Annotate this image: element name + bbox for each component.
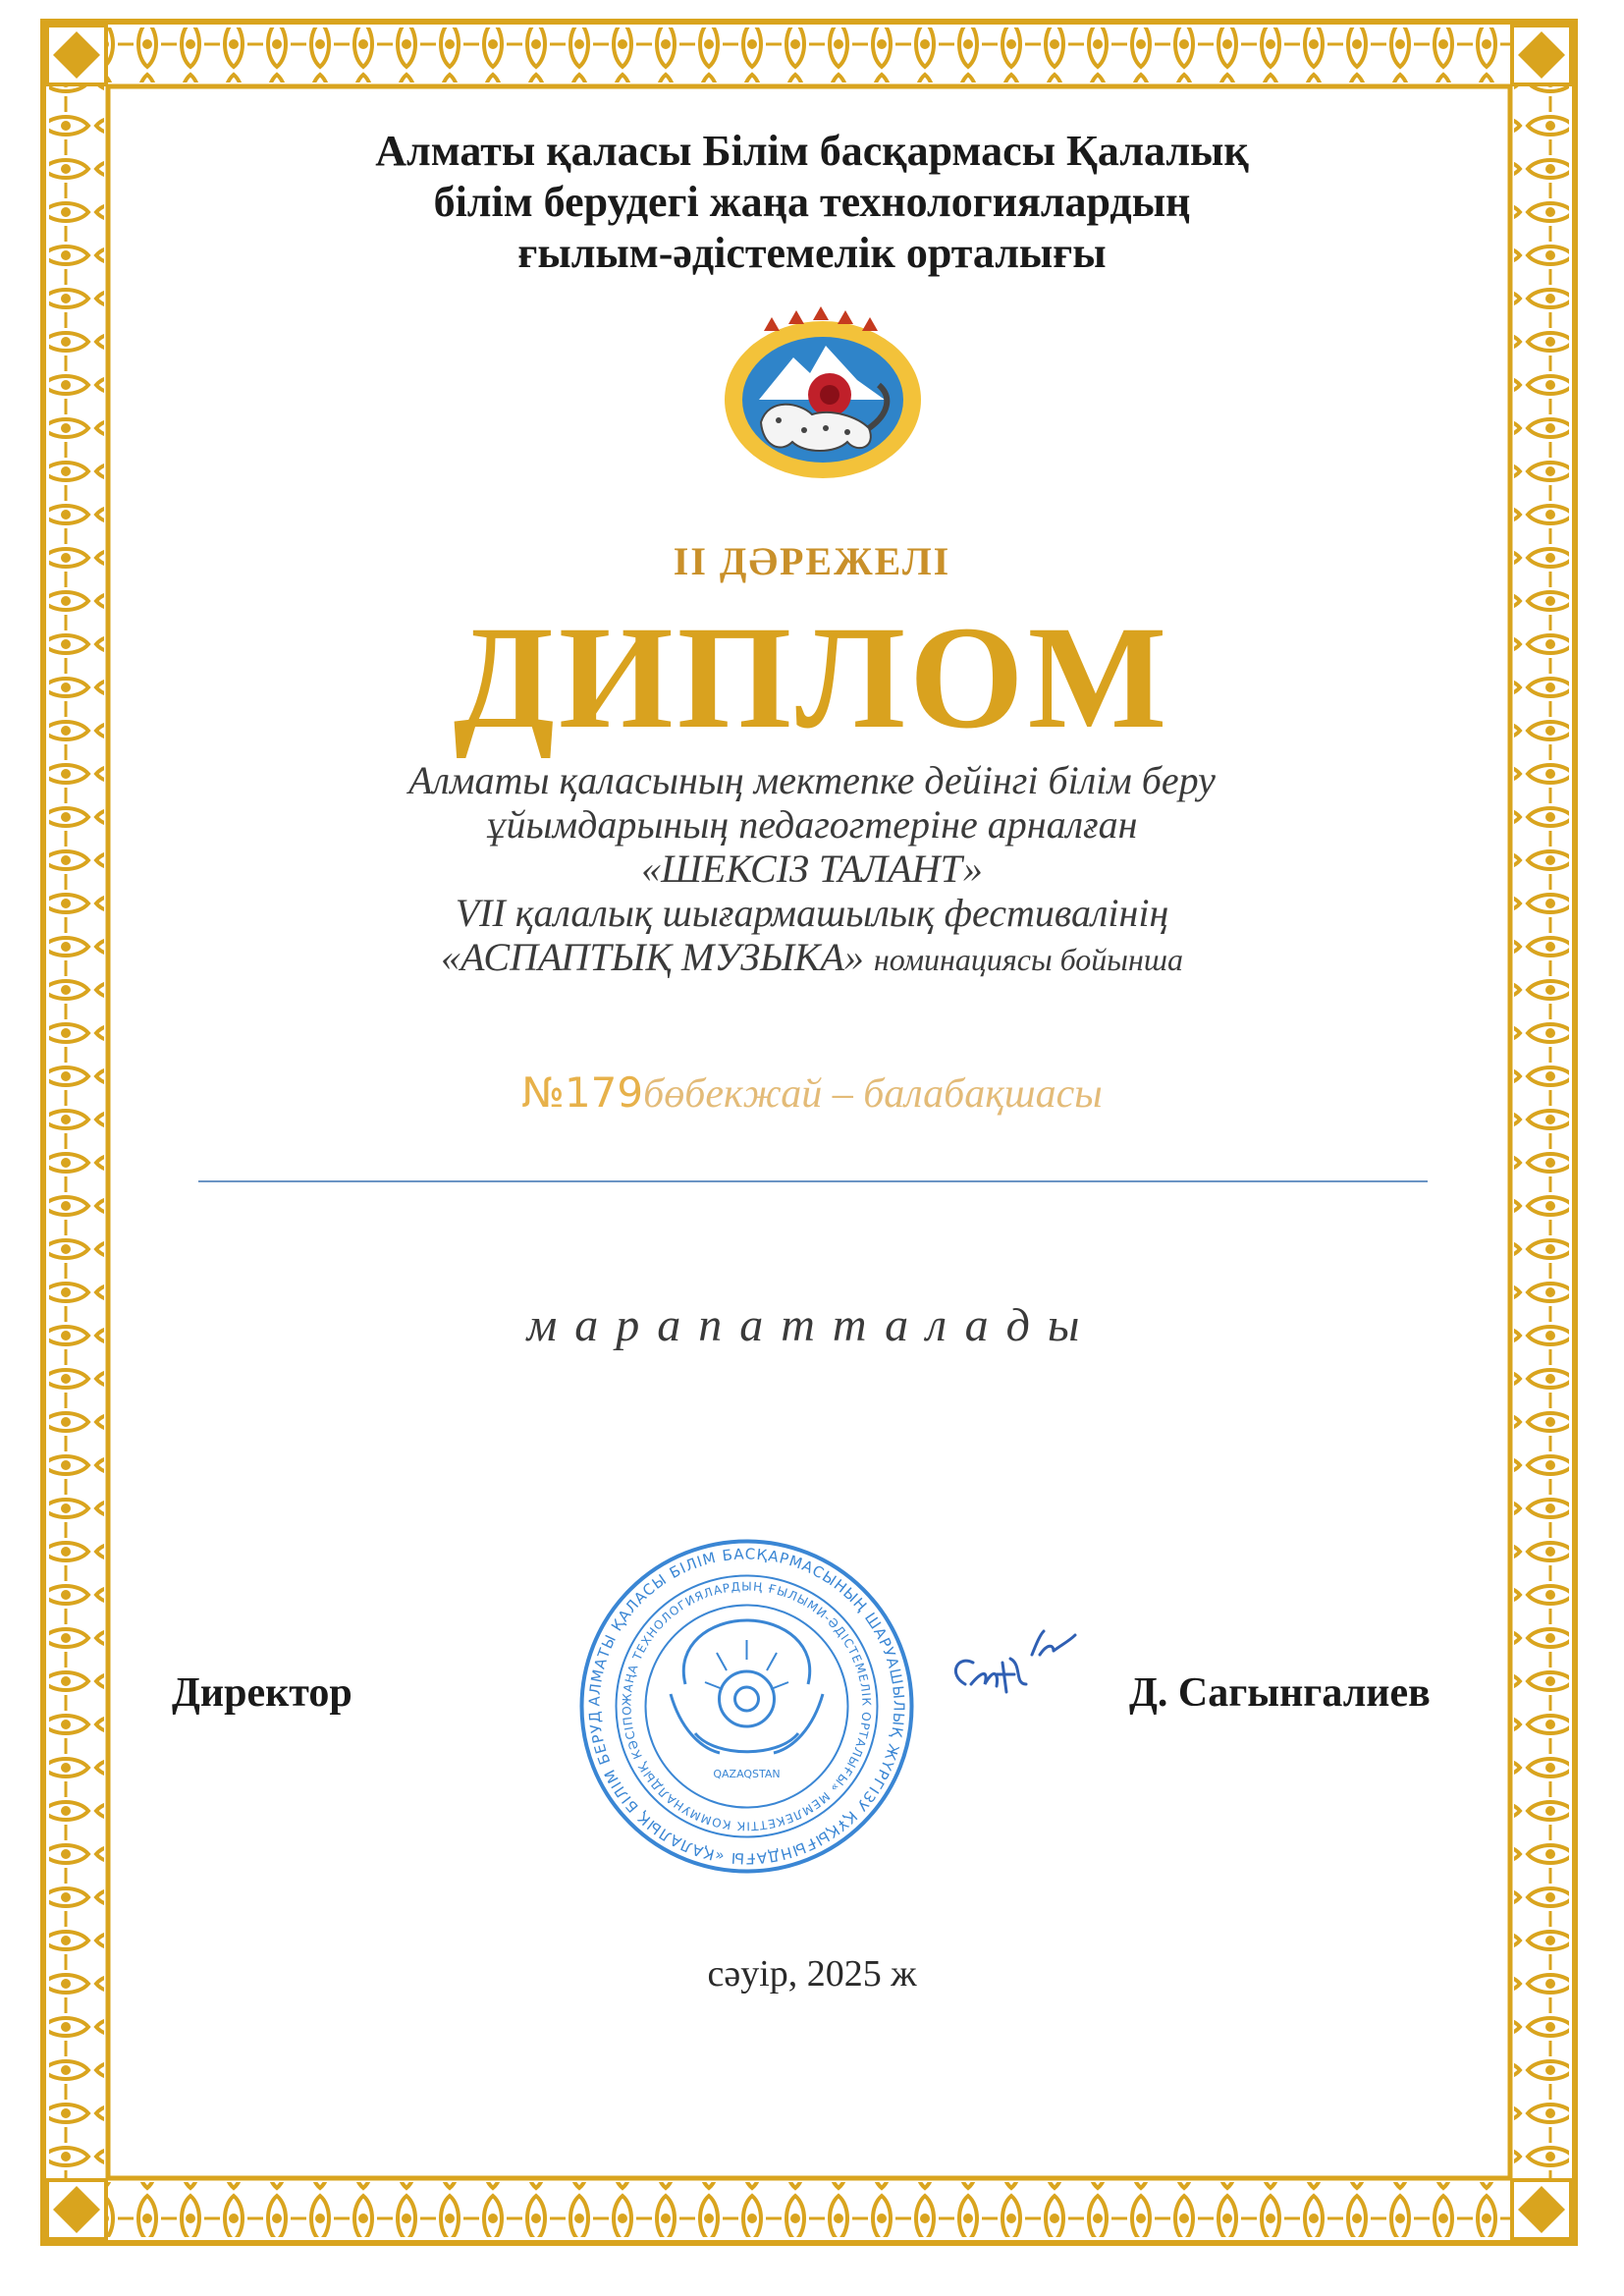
seal-outer-text: АЛМАТЫ ҚАЛАСЫ БІЛІМ БАСҚАРМАСЫНЫҢ ШАРУАШЫЛЫҚ ЖҮРГІЗУ ҚҰҚЫҒЫНДАҒЫ «ҚАЛАЛЫҚ БІЛІМ БЕРУД [585, 1545, 908, 1868]
recipient-number: №179 [521, 1068, 644, 1117]
seal-center-text: QAZAQSTAN [713, 1768, 781, 1780]
festival-name: «ШЕКСІЗ ТАЛАНТ» [641, 847, 983, 891]
diploma-title: ДИПЛОМ [453, 596, 1171, 759]
recipient-underline [198, 1180, 1428, 1182]
signature [938, 1615, 1085, 1723]
issuer-line-3: ғылым-әдістемелік орталығы [517, 229, 1107, 277]
nomination-name: «АСПАПТЫҚ МУЗЫКА» [440, 935, 864, 979]
recipient [0, 1068, 1624, 1118]
award-description [0, 758, 1624, 982]
issuer-header [0, 126, 1624, 279]
description-line-4: VII қалалық шығармашылық фестивалінің [455, 891, 1169, 935]
issuer-line-2: білім берудегі жаңа технологиялардың [433, 178, 1191, 226]
nomination-suffix: номинациясы бойынша [873, 942, 1183, 977]
issuer-line-1: Алматы қаласы Білім басқармасы Қалалық [375, 127, 1249, 175]
signatory-position: Директор [172, 1670, 352, 1716]
issue-date: сәуір, 2025 ж [707, 1953, 917, 1995]
almaty-emblem-icon [710, 306, 936, 488]
recipient-name: бөбекжай – балабақшасы [643, 1071, 1103, 1117]
description-line-1: Алматы қаласының мектепке дейінгі білім беру [408, 758, 1216, 802]
seal-inner-text: ЖАҢА ТЕХНОЛОГИЯЛАРДЫҢ ҒЫЛЫМИ-ӘДІСТЕМЕЛІК ОРТАЛЫҒЫ» МЕМЛЕКЕТТІК КОММУНАЛДЫҚ КӘСІПО [620, 1579, 874, 1833]
description-line-2: ұйымдарының педагогтеріне арналған [486, 802, 1138, 847]
signatory-name: Д. Сагынгалиев [1129, 1670, 1431, 1716]
awarded-text: марапатталады [526, 1299, 1098, 1351]
nomination-line [0, 935, 1624, 982]
official-seal-icon [577, 1537, 916, 1876]
diploma-degree: II ДӘРЕЖЕЛІ [673, 539, 951, 583]
